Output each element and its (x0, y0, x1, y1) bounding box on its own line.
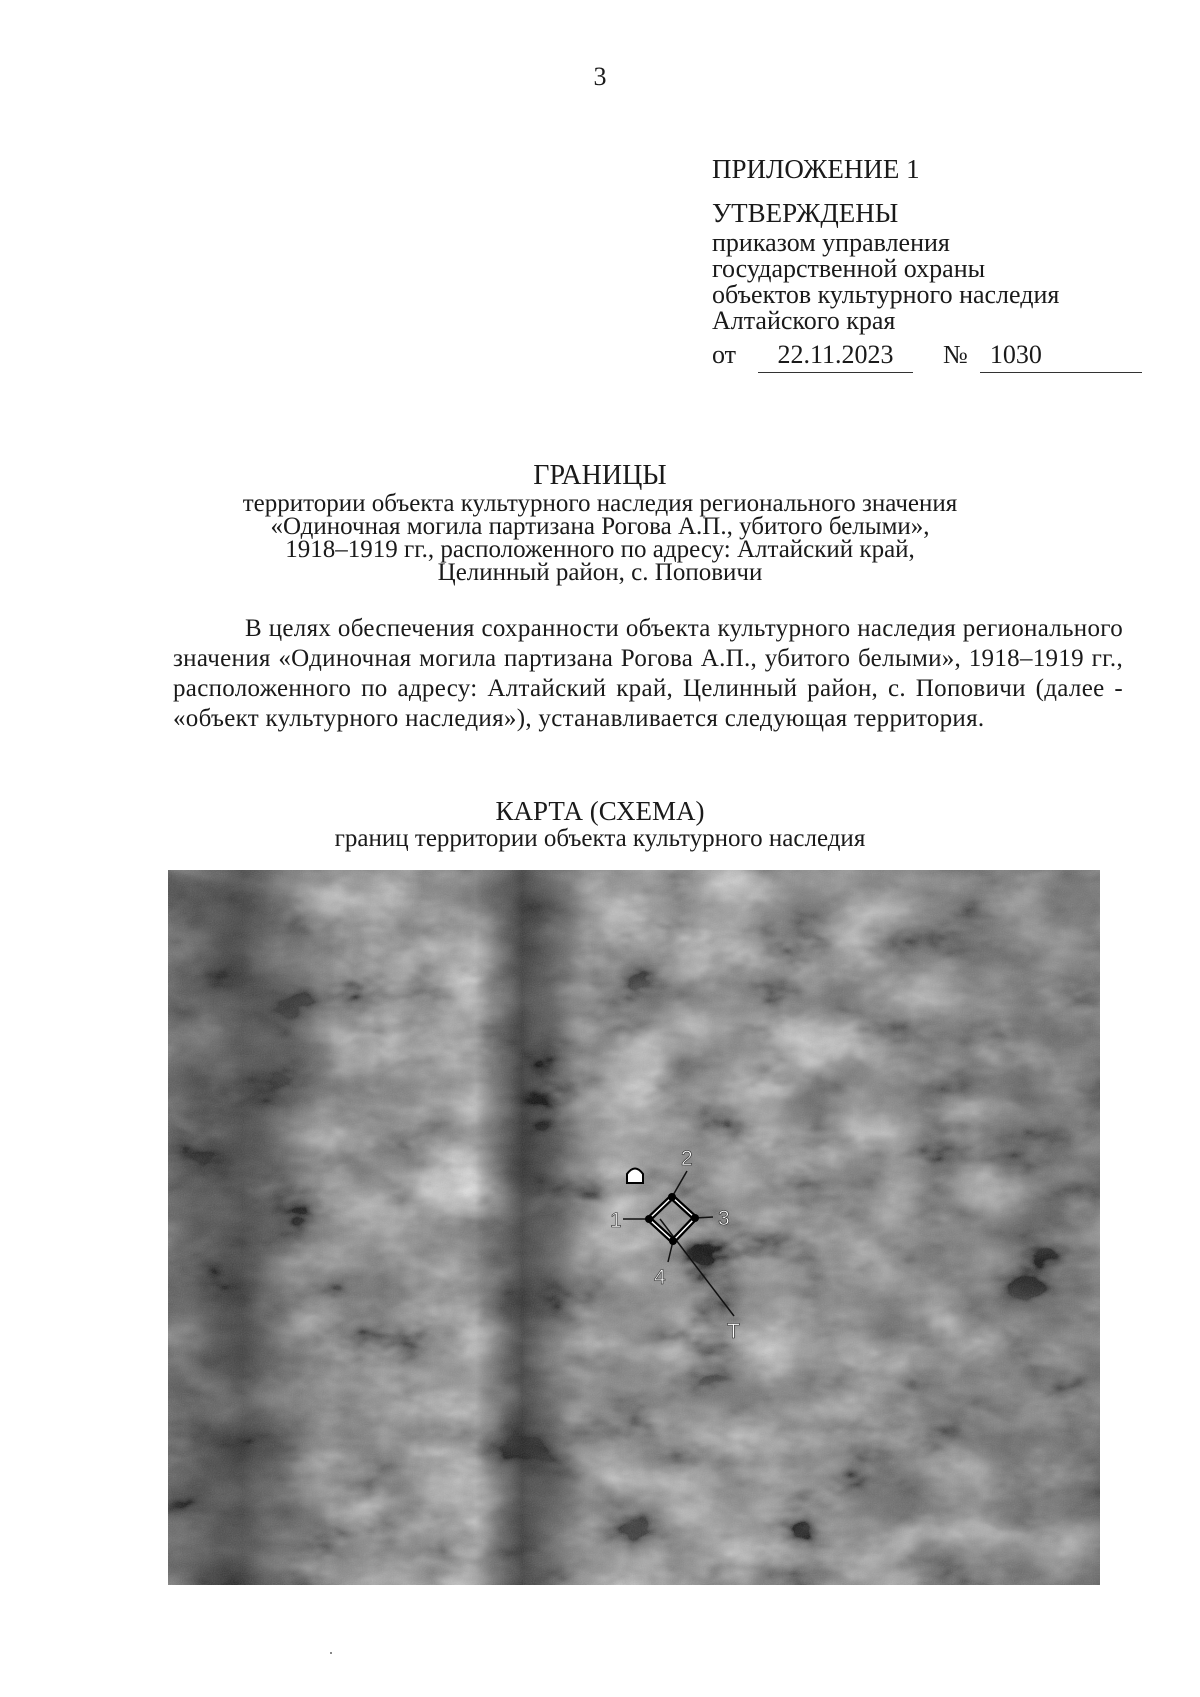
title-line-2: «Одиночная могила партизана Рогова А.П., убитого белыми», (270, 513, 930, 540)
title-line-1: территории объекта культурного наследия регионального значения (242, 490, 958, 517)
point-label-1: 1 (610, 1209, 622, 1232)
number-prefix: № (943, 340, 968, 369)
body-paragraph: В целях обеспечения сохранности объекта культурного наследия регионального значения «Одиночная могила партизана Рогова А.П., убитого белыми», 1918–1919 гг., расположенного по адресу: Алтайский край, Целинный район, с. Поповичи (далее - «объект культурного наследия»), устанавливается следующая территория. (173, 615, 1123, 732)
point-label-2: 2 (681, 1147, 693, 1170)
date-prefix: от (712, 340, 737, 369)
title-line-3: 1918–1919 гг., расположенного по адресу: Алтайский край, (285, 536, 915, 563)
document-title (0, 460, 1200, 584)
approval-line-3: объектов культурного наследия (712, 280, 1060, 309)
grave-marker-icon (627, 1169, 643, 1184)
approved-heading: УТВЕРЖДЕНЫ (712, 198, 899, 228)
map-heading: КАРТА (СХЕМА) (495, 796, 705, 826)
page-number: 3 (593, 62, 607, 91)
scan-speck (330, 1652, 332, 1654)
marker-label-t: Т (727, 1320, 740, 1343)
order-date-line (712, 338, 1142, 373)
map-subtitle: границ территории объекта культурного наследия (334, 825, 866, 852)
approval-line-1: приказом управления (712, 228, 950, 257)
title-heading: ГРАНИЦЫ (533, 460, 667, 491)
boundary-point-4 (669, 1237, 677, 1245)
approval-line-4: Алтайского края (712, 306, 896, 335)
satellite-map (168, 870, 1100, 1585)
point-label-4: 4 (654, 1266, 666, 1289)
order-number: 1030 (980, 338, 1142, 373)
boundary-point-3 (691, 1214, 699, 1222)
boundary-point-2 (668, 1193, 676, 1201)
appendix-heading: ПРИЛОЖЕНИЕ 1 (712, 154, 920, 184)
order-date: 22.11.2023 (758, 338, 913, 373)
map-title (0, 796, 1200, 852)
boundary-point-1 (645, 1215, 653, 1223)
appendix-block (712, 152, 1142, 373)
title-line-4: Целинный район, с. Поповичи (437, 559, 763, 586)
approval-line-2: государственной охраны (712, 254, 986, 283)
satellite-map-image (168, 870, 1100, 1585)
point-label-3: 3 (718, 1207, 730, 1230)
